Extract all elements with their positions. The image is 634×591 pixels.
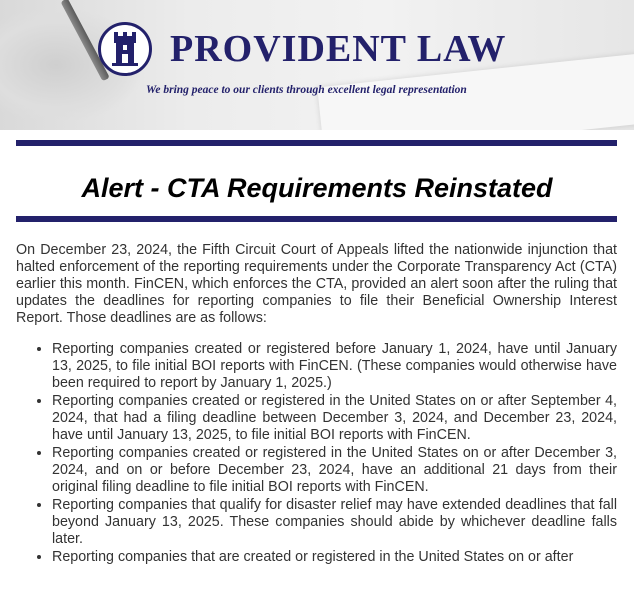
article-title: Alert - CTA Requirements Reinstated bbox=[81, 173, 553, 203]
title-divider-bottom bbox=[16, 216, 617, 222]
header-banner bbox=[0, 0, 634, 130]
firm-name: PROVIDENT LAW bbox=[170, 28, 507, 70]
firm-tagline: We bring peace to our clients through excellent legal representation bbox=[146, 84, 467, 96]
list-item: • Reporting companies created or registered before January 1, 2024, have until January 13, 2025, to file initial BOI reports with FinCEN. (These companies would otherwise have been required to report by January 1, 2025.) bbox=[52, 341, 617, 392]
list-item: • Reporting companies that qualify for disaster relief may have extended deadlines that fall beyond January 13, 2025. These companies should abide by whichever deadline falls later. bbox=[52, 497, 617, 548]
article-body bbox=[16, 242, 617, 566]
title-divider-top bbox=[16, 140, 617, 146]
list-item: • Reporting companies created or registered in the United States on or after September 4, 2024, that had a filing deadline between December 3, 2024, and December 23, 2024, have until January 13, 2025, to file initial BOI reports with FinCEN. bbox=[52, 393, 617, 444]
intro-paragraph: On December 23, 2024, the Fifth Circuit Court of Appeals lifted the nationwide injunction that halted enforcement of the reporting requirements under the Corporate Transparency Act (CTA) earlier this month. FinCEN, which enforces the CTA, provided an alert soon after the ruling that updates the deadlines for reporting companies to file their Beneficial Ownership Interest Report. Those deadlines are as follows: bbox=[16, 242, 617, 326]
list-item: • Reporting companies created or registered in the United States on or after December 3, 2024, and on or before December 23, 2024, have an additional 21 days from their original filing deadline to file initial BOI reports with FinCEN. bbox=[52, 445, 617, 496]
castle-tower-seal-icon bbox=[98, 22, 152, 76]
list-item: • Reporting companies that are created or registered in the United States on or after bbox=[52, 549, 617, 566]
deadline-list bbox=[16, 341, 617, 566]
